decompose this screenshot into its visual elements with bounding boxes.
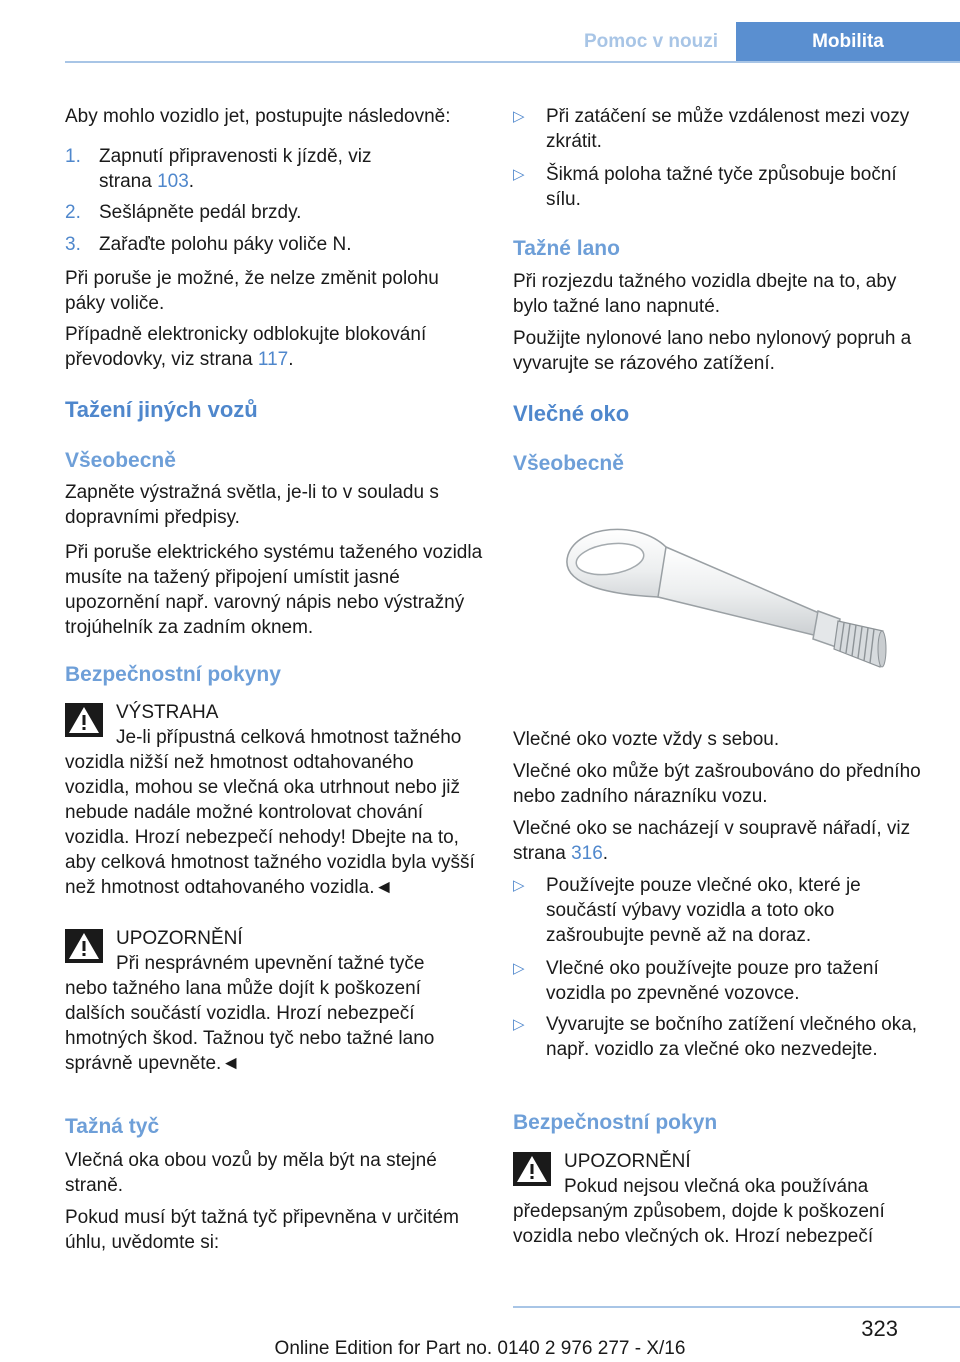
header-tabs xyxy=(566,22,960,62)
step-text-line1: Zapnutí připravenosti k jízdě, viz xyxy=(99,146,372,167)
step-number: 2. xyxy=(65,202,81,223)
bullet-icon: ▷ xyxy=(513,960,525,977)
para-eye-3-text: Vlečné oko se nacházejí v soupravě nářadí, viz strana xyxy=(513,818,911,864)
intro-text: Aby mohlo vozidlo jet, postupujte následovně: xyxy=(65,106,451,127)
heading-general: Všeobecně xyxy=(513,452,624,475)
heading-tow-bar: Tažná tyč xyxy=(65,1115,160,1138)
footer-divider xyxy=(513,1306,960,1308)
para-eye-2: Vlečné oko může být zašroubováno do předního nebo zadního nárazníku vozu. xyxy=(513,761,921,807)
tab-mobility[interactable]: Mobilita xyxy=(736,22,960,62)
page-link-117[interactable]: 117 xyxy=(257,349,289,370)
warning-first-line: Je-li přípustná celková hmotnost tažného xyxy=(116,727,462,748)
para-tow-bar-2: Pokud musí být tažná tyč připevněna v určitém úhlu, uvědomte si: xyxy=(65,1207,459,1253)
warning-first-line: Při nesprávném upevnění tažné tyče xyxy=(116,953,425,974)
heading-towing-eye: Vlečné oko xyxy=(513,401,630,426)
para-tow-bar-1: Vlečná oka obou vozů by měla být na stejné straně. xyxy=(65,1150,437,1196)
bullet-text: Vyvarujte se bočního zatížení vlečného oka, např. vozidlo za vlečné oko nezvedejte. xyxy=(546,1014,918,1060)
warning-title: UPOZORNĚNÍ xyxy=(564,1151,691,1172)
para-unlock-after: . xyxy=(288,349,294,370)
heading-tow-rope: Tažné lano xyxy=(513,237,620,260)
bullet-icon: ▷ xyxy=(513,108,525,125)
header-divider xyxy=(65,61,960,63)
heading-general: Všeobecně xyxy=(65,449,176,472)
page-number: 323 xyxy=(861,1316,898,1341)
para-rope-2: Použijte nylonové lano nebo nylonový popruh a vyvarujte se rázového zatížení. xyxy=(513,328,912,374)
step-number: 1. xyxy=(65,146,81,167)
bullet-text: Vlečné oko používejte pouze pro tažení vozidla po zpevněné vozovce. xyxy=(546,958,879,1004)
para-eye-3-after: . xyxy=(602,843,609,864)
para-rope-1: Při rozjezdu tažného vozidla dbejte na to, aby bylo tažné lano napnuté. xyxy=(513,271,897,317)
warning-block-3 xyxy=(513,1149,933,1249)
step-text-line2: strana xyxy=(99,171,158,192)
step-text: Zařaďte polohu páky voliče N. xyxy=(99,234,352,255)
warning-body: vozidla nižší než hmotnost odtahovaného vozidla, mohou se vlečná oka utrhnout nebo již nebude nadále možné kontrolovat chování vozidla. Hrozí nebezpečí nehody! Dbejte na to, aby celková hmotnost tažného vozidla byla vyšší než hmotnost odtahovaného vozidla.◄ xyxy=(65,752,475,898)
tab-emergency-help[interactable]: Pomoc v nouzi xyxy=(566,22,736,62)
heading-safety-note: Bezpečnostní pokyn xyxy=(513,1111,718,1134)
edition-text: Online Edition for Part no. 0140 2 976 277 - X/16 xyxy=(274,1338,686,1359)
para-unlock xyxy=(65,322,483,372)
para-eye-3 xyxy=(513,816,933,866)
para-unlock-text: Případně elektronicky odblokujte blokování převodovky, viz strana xyxy=(65,324,427,370)
bullet-icon: ▷ xyxy=(513,877,525,894)
bullet-icon: ▷ xyxy=(513,166,525,183)
para-hazard-lights: Zapněte výstražná světla, je-li to v souladu s dopravními předpisy. xyxy=(65,482,439,528)
bullet-icon: ▷ xyxy=(513,1016,525,1033)
warning-body: předepsaným způsobem, dojde k poškození vozidla nebo vlečných ok. Hrozí nebezpečí xyxy=(513,1201,885,1247)
bullet-text: Při zatáčení se může vzdálenost mezi vozy zkrátit. xyxy=(546,106,910,152)
step-text xyxy=(99,144,489,194)
warning-block-1 xyxy=(65,700,483,900)
para-eye-1: Vlečné oko vozte vždy s sebou. xyxy=(513,729,780,750)
towing-eye-image xyxy=(548,515,898,695)
warning-title: UPOZORNĚNÍ xyxy=(116,928,243,949)
bullet-text: Používejte pouze vlečné oko, které je součástí výbavy vozidla a toto oko zašroubujte pevně až na doraz. xyxy=(546,875,861,946)
page-link-316[interactable]: 316 xyxy=(571,843,603,864)
step-number: 3. xyxy=(65,234,81,255)
warning-block-2 xyxy=(65,926,483,1076)
warning-body: nebo tažného lana může dojít k poškození dalších součástí vozidla. Hrozí nebezpečí hmotných škod. Tažnou tyč nebo tažné lano správně upevněte.◄ xyxy=(65,978,435,1074)
step-text-after: . xyxy=(188,171,195,192)
bullet-text: Šikmá poloha tažné tyče způsobuje boční sílu. xyxy=(546,164,897,210)
heading-safety-notes: Bezpečnostní pokyny xyxy=(65,663,281,686)
page-link-103[interactable]: 103 xyxy=(157,171,189,192)
heading-towing-others: Tažení jiných vozů xyxy=(65,397,258,422)
warning-title: VÝSTRAHA xyxy=(116,702,219,723)
para-electric-fault: Při poruše elektrického systému taženého vozidla musíte na tažený připojení umístit jasné upozornění např. varovný nápis nebo výstražný trojúhelník za zadním oknem. xyxy=(65,542,483,638)
para-fault: Při poruše je možné, že nelze změnit polohu páky voliče. xyxy=(65,268,439,314)
step-text: Sešlápněte pedál brzdy. xyxy=(99,202,302,223)
warning-first-line: Pokud nejsou vlečná oka používána xyxy=(564,1176,869,1197)
